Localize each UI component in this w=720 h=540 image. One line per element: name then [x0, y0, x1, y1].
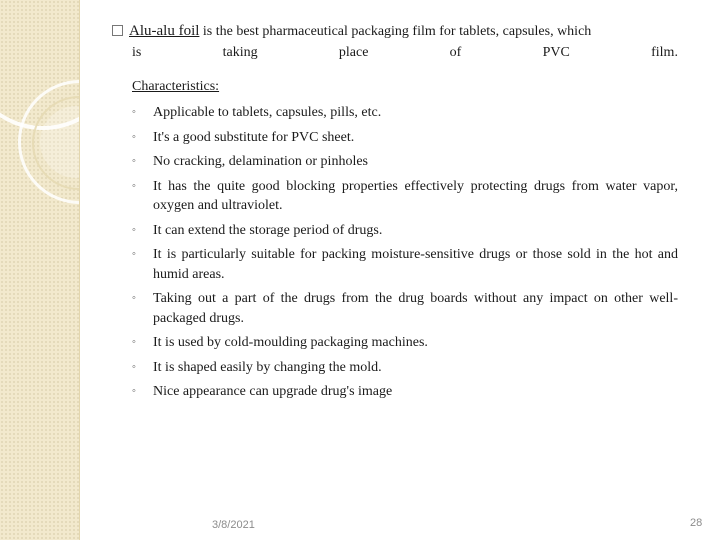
list-item-text: Taking out a part of the drugs from the drug boards without any impact on other well-packaged drugs. [153, 291, 678, 326]
intro-word: taking [222, 45, 258, 60]
footer-date: 3/8/2021 [212, 519, 255, 531]
characteristics-list [132, 103, 678, 407]
bullet-marker: ◦ [132, 385, 136, 397]
list-item-text: It is used by cold-moulding packaging machines. [153, 335, 428, 350]
square-bullet-icon [112, 25, 123, 36]
list-item [132, 333, 678, 353]
bullet-marker: ◦ [132, 223, 136, 236]
list-item [132, 382, 678, 402]
intro-word: of [449, 45, 462, 60]
list-item [132, 289, 678, 328]
list-item [132, 128, 678, 148]
characteristics-heading: Characteristics: [132, 79, 220, 94]
bullet-marker: ◦ [132, 292, 136, 304]
bullet-marker: ◦ [132, 130, 136, 143]
list-item-text: It has the quite good blocking properties effectively protecting drugs from water vapor, oxygen and ultraviolet. [153, 178, 678, 213]
list-item [132, 221, 678, 241]
list-item-text: Nice appearance can upgrade drug's image [153, 384, 393, 399]
list-item-text: It is particularly suitable for packing moisture-sensitive drugs or those sold in the hot and humid areas. [153, 247, 678, 282]
bullet-marker: ◦ [132, 179, 136, 192]
list-item-text: It's a good substitute for PVC sheet. [153, 129, 355, 145]
list-item-text: It can extend the storage period of drugs. [153, 222, 383, 238]
intro-text: is the best pharmaceutical packaging film for tablets, capsules, which [199, 24, 592, 39]
list-item [132, 358, 678, 378]
bullet-marker: ◦ [132, 360, 136, 373]
intro-line-1 [112, 21, 678, 42]
intro-line-2 [112, 42, 678, 63]
list-item [132, 245, 678, 284]
intro-word: place [338, 45, 369, 60]
list-item [132, 103, 678, 123]
list-item-text: No cracking, delamination or pinholes [153, 154, 368, 169]
bullet-marker: ◦ [132, 248, 136, 260]
list-item-text: It is shaped easily by changing the mold. [153, 359, 382, 375]
intro-paragraph [112, 21, 678, 63]
list-item [132, 177, 678, 216]
intro-word: PVC [542, 45, 570, 60]
list-item [132, 152, 678, 172]
list-item-text: Applicable to tablets, capsules, pills, etc. [153, 105, 382, 120]
intro-word: is [132, 45, 142, 60]
bullet-marker: ◦ [132, 106, 136, 118]
bullet-marker: ◦ [132, 155, 136, 167]
page-number: 28 [690, 517, 703, 529]
decorative-sidebar [0, 0, 80, 540]
intro-word: film. [651, 45, 678, 60]
key-term: Alu-alu foil [129, 23, 200, 39]
bullet-marker: ◦ [132, 336, 136, 348]
